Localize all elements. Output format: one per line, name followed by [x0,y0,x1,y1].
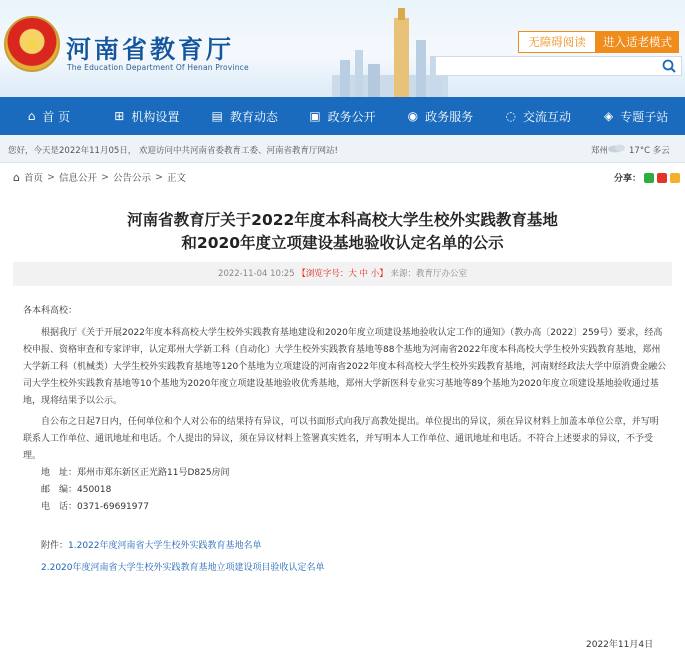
nav-item-org[interactable]: ⊞ 机构设置 [114,109,180,124]
breadcrumb-home[interactable]: 首页 [23,173,43,184]
article-signature-date: 2022年11月4日 [586,640,654,650]
paragraph: 自公布之日起7日内，任何单位和个人对公布的结果持有异议，可以书面形式向我厅高教处提出。单位提出的异议，须在异议材料上加盖本单位公章，并写明联系人工作单位、通讯地址和电话。个人提出的异议，须在异议材料上签署真实姓名，并写明本人工作单位、通讯地址和电话。不符合上述要求的异议，不予受理。 [23,417,659,461]
salutation: 各本科高校： [23,306,78,316]
attachment-line [23,560,667,577]
site-name-en: The Education Department Of Henan Province [67,63,249,72]
attachment-line [23,538,667,555]
font-size-switch[interactable]: 【浏览字号：大 中 小】 [297,269,388,279]
city-skyline-illustration [330,0,450,97]
site-name[interactable]: 河南省教育厅 [66,35,235,64]
breadcrumb-notice[interactable]: 公告公示 [112,173,151,184]
wechat-share-icon[interactable] [644,173,654,183]
breadcrumb [13,170,186,184]
publish-date: 2022-11-04 10:25 [218,269,295,279]
breadcrumb-separator: > [154,171,163,183]
breadcrumb-info[interactable]: 信息公开 [58,173,97,184]
qq-share-icon[interactable] [670,173,680,183]
org-icon: ⊞ [114,109,125,123]
attachment-link-2[interactable]: 2.2020年度河南省大学生校外实践教育基地立项建设项目验收认定名单 [41,563,325,573]
nav-item-news[interactable]: ▤ 教育动态 [211,109,278,124]
share-label: 分享： [614,174,642,184]
topic-icon: ◈ [603,109,614,123]
weibo-share-icon[interactable] [657,173,667,183]
contact-address: 地 址：郑州市郑东新区正光路11号D825房间 [41,468,230,478]
welcome-bar [0,135,685,163]
accessible-reading-button[interactable]: 无障碍阅读 [518,31,596,53]
search-input[interactable] [435,56,682,76]
chat-icon: ◌ [505,109,516,123]
article-title: 河南省教育厅关于2022年度本科高校大学生校外实践教育基地 和2020年度立项建设基地验收认定名单的公示 [127,211,558,252]
nav-item-home[interactable]: ⌂ 首 页 [27,109,71,124]
breadcrumb-separator: > [47,171,55,183]
contact-postcode: 邮 编：450018 [41,485,112,495]
service-icon: ◉ [407,109,419,123]
elder-mode-button[interactable]: 进入适老模式 [596,31,679,53]
nav-item-service[interactable]: ◉ 政务服务 [407,109,474,124]
nav-item-topic[interactable]: ◈ 专题子站 [603,109,669,124]
weather-city: 郑州 [591,146,609,156]
attachment-link-1[interactable]: 1.2022年度河南省大学生校外实践教育基地名单 [68,541,262,551]
article-body [23,303,667,577]
nav-item-interact[interactable]: ◌ 交流互动 [505,109,571,124]
breadcrumb-current: 正文 [166,173,186,184]
article-meta [13,262,672,286]
search-icon[interactable] [661,58,678,75]
paragraph: 根据我厅《关于开展2022年度本科高校大学生校外实践教育基地建设和2020年度立项建设基地验收认定工作的通知》（教办高〔2022〕259号）要求，经高校申报、资格审查和专家评审，认定郑州大学新工科（自动化）大学生校外实践教育基地等88个基地为河南省2022年度本科高校大学生校外实践教育基地，郑州大学新工科（机械类）大学生校外实践教育基地等120个基地为立项建设的河南省2022年度本科高校大学生校外实践教育基地，河南财经政法大学中原消费金融公司大学生校外实践教育基地等10个基地为2020年度立项建设基地验收优秀基地，郑州大学新医科专业实习基地等89个基地为2020年度立项建设基地验收通过基地，现将结果予以公示。 [23,328,667,406]
attachment-label: 附件： [41,541,69,551]
article-source: 来源：教育厅办公室 [390,269,467,279]
share-bar [614,171,680,184]
gov-icon: ▣ [309,109,321,123]
welcome-message: 您好，今天是2022年11月05日， 欢迎访问中共河南省委教育工委、河南省教育厅网站! [8,146,338,156]
home-icon: ⌂ [27,109,36,123]
weather-info: 17°C 多云 [629,146,670,156]
national-emblem-logo: ★ [4,16,60,72]
site-header [0,0,685,97]
breadcrumb-separator: > [100,171,109,183]
home-icon: ⌂ [13,170,20,184]
main-nav [0,97,685,135]
cloud-icon [607,143,627,153]
nav-item-gov[interactable]: ▣ 政务公开 [309,109,376,124]
news-icon: ▤ [211,109,223,123]
contact-phone: 电 话：0371-69691977 [41,502,149,512]
